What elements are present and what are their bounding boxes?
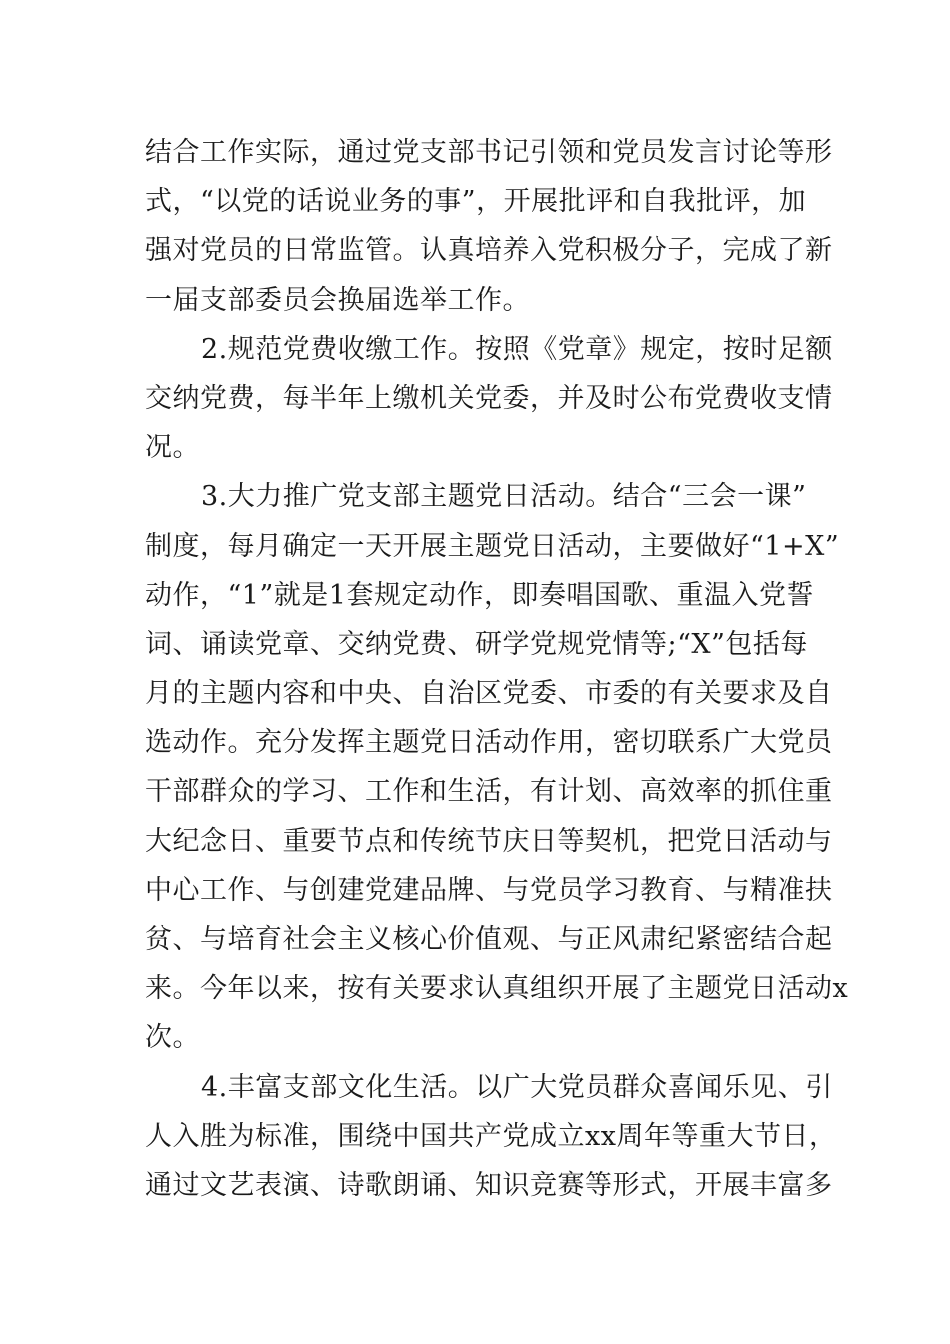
paragraph-culture-life [145, 1063, 837, 1211]
text-line: 4.丰富支部文化生活。以广大党员群众喜闻乐见、引 [201, 1071, 833, 1103]
text-line: 一届支部委员会换届选举工作。 [145, 284, 530, 316]
text-line: 词、诵读党章、交纳党费、研学党规党情等;“X”包括每 [145, 628, 808, 660]
text-line: 况。 [145, 432, 200, 464]
text-line: 式，“以党的话说业务的事”，开展批评和自我批评，加 [145, 186, 807, 218]
text-line: 2.规范党费收缴工作。按照《党章》规定，按时足额 [201, 333, 833, 365]
text-line: 选动作。充分发挥主题党日活动作用，密切联系广大党员 [145, 727, 833, 759]
text-line: 3.大力推广党支部主题党日活动。结合“三会一课” [201, 481, 807, 513]
text-line: 干部群众的学习、工作和生活，有计划、高效率的抓住重 [145, 776, 833, 808]
paragraph-continuation [145, 128, 833, 325]
text-line: 贫、与培育社会主义核心价值观、与正风肃纪紧密结合起 [145, 924, 833, 955]
text-line: 月的主题内容和中央、自治区党委、市委的有关要求及自 [145, 678, 833, 710]
text-line: 动作，“1”就是1套规定动作，即奏唱国歌、重温入党誓 [145, 579, 814, 611]
text-line: 制度，每月确定一天开展主题党日活动，主要做好“1+X” [145, 530, 840, 562]
paragraph-party-dues [145, 325, 833, 473]
text-line: 大纪念日、重要节点和传统节庆日等契机，把党日活动与 [145, 825, 833, 857]
text-line: 通过文艺表演、诗歌朗诵、知识竞赛等形式，开展丰富多 [145, 1169, 833, 1201]
text-line: 交纳党费，每半年上缴机关党委，并及时公布党费收支情 [145, 382, 833, 414]
paragraph-theme-day [145, 472, 849, 1062]
text-line: 结合工作实际，通过党支部书记引领和党员发言讨论等形 [145, 137, 833, 168]
text-line: 次。 [145, 1022, 200, 1054]
text-line: 强对党员的日常监管。认真培养入党积极分子，完成了新 [145, 235, 833, 267]
text-line: 人入胜为标准，围绕中国共产党成立xx周年等重大节日， [145, 1120, 837, 1152]
document-body [145, 128, 849, 1210]
text-line: 中心工作、与创建党建品牌、与党员学习教育、与精准扶 [145, 874, 833, 906]
text-line: 来。今年以来，按有关要求认真组织开展了主题党日活动x [145, 973, 849, 1005]
